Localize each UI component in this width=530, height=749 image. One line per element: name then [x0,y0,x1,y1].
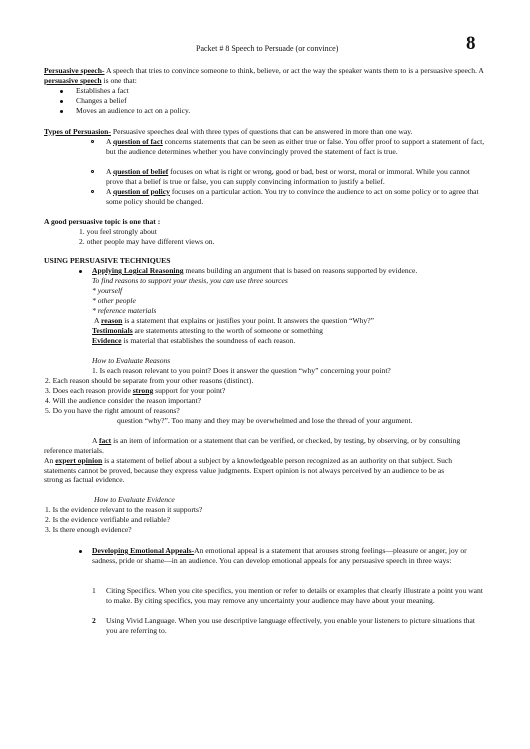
bullet-icon [60,90,63,93]
fact-definition: A fact is an item of information or a statement that can be verified, or checked, by testing, by observing, or by consulting reference materials. [44,436,461,455]
list-item: 2. Is the evidence verifiable and reliable? [45,515,171,524]
testimonials-definition: Testimonials are statements attesting to the worth of someone or something [92,326,323,335]
list-number: 2 [92,616,96,625]
eval-evidence-heading: How to Evaluate Evidence [94,495,175,504]
list-item: Citing Specifics. When you cite specifics, you mention or refer to details or examples that clearly illustrate a point you want to make. By citing specifics, you may remove any uncertainty your audience may have about your meaning. [106,586,483,605]
bullet-icon [79,550,82,553]
list-item: 2. other people may have different views on. [79,237,215,246]
list-item: A question of fact concerns statements that can be seen as either true or false. You offer proof to support a statement of fact, but the audience determines whether you have convincingly proved the statement of fact is true. [106,137,485,156]
list-item: Changes a belief [76,96,127,105]
list-item: * other people [92,296,136,305]
term-types-of-persuasion: Types of Persuasion- [44,127,111,136]
list-item: 4. Will the audience consider the reason important? [45,396,202,405]
page-title: Packet # 8 Speech to Persuade (or convince) [196,44,339,53]
list-item: 2. Each reason should be separate from your other reasons (distinct). [45,376,254,385]
list-item: 3. Does each reason provide strong support for your point? [45,386,226,395]
reason-definition: A reason is a statement that explains or justifies your point. It answers the question “Why?” [94,316,374,325]
persuasive-speech-definition: Persuasive speech- A speech that tries to convince someone to think, believe, or act the way the speaker wants them to is a persuasive speech. A persuasive speech is one that: [44,66,484,85]
bullet-icon [79,270,82,273]
list-item: 3. Is there enough evidence? [45,525,132,534]
circle-bullet-icon [91,190,94,193]
good-topic-heading: A good persuasive topic is one that : [44,217,161,226]
list-item: Using Vivid Language. When you use descriptive language effectively, you enable your listeners to picture situations that you are referring to. [106,616,475,635]
bullet-icon [60,110,63,113]
list-item: Moves an audience to act on a policy. [76,106,191,115]
list-item: * reference materials [92,306,157,315]
emotional-appeals: Developing Emotional Appeals-An emotional appeal is a statement that arouses strong feelings—pleasure or anger, joy or sadness, pride or shame—in an audience. You can develop emotional appeals for any persuasive speech in three ways: [92,546,467,565]
list-item: A question of policy focuses on a particular action. You try to convince the audience to act on some policy or to agree that some policy should be changed. [106,187,479,206]
list-item: 1. you feel strongly about [79,227,157,236]
expert-opinion-definition: An expert opinion is a statement of belief about a subject by a knowledgeable person recognized as an authority on that subject. Such statements cannot be proved, because they express value judgments. Expert opinion is not always perceived by an audience to be as strong as factual evidence. [44,456,453,485]
logical-reasoning: Applying Logical Reasoning means building an argument that is based on reasons supported by evidence. [92,266,418,275]
list-item: * yourself [92,286,123,295]
circle-bullet-icon [91,170,94,173]
eval-reasons-heading: How to Evaluate Reasons [92,356,171,365]
list-item: 5. Do you have the right amount of reasons? [45,406,180,415]
term-persuasive-speech: Persuasive speech- [44,66,105,75]
list-item: A question of belief focuses on what is right or wrong, good or bad, best or worst, moral or immoral. While you cannot prove that a belief is true or false, you can supply convincing information to justify a belief. [106,167,470,186]
why-line: question “why?”. Too many and they may be overwhelmed and lose the thread of your argument. [117,416,413,425]
list-item: Establishes a fact [76,86,129,95]
packet-number: 8 [466,33,476,54]
sources-intro: To find reasons to support your thesis, you can use three sources [92,276,288,285]
types-intro: Types of Persuasion- Persuasive speeches deal with three types of questions that can be answered in more than one way. [44,127,413,136]
techniques-heading: USING PERSUASIVE TECHNIQUES [44,256,171,265]
list-number: 1 [92,586,96,595]
bullet-icon [60,100,63,103]
list-item: 1. Is each reason relevant to you point? Does it answer the question “why” concerning your point? [92,366,391,375]
list-item: 1. Is the evidence relevant to the reason it supports? [45,505,203,514]
evidence-definition: Evidence is material that establishes the soundness of each reason. [92,336,296,345]
circle-bullet-icon [91,140,94,143]
